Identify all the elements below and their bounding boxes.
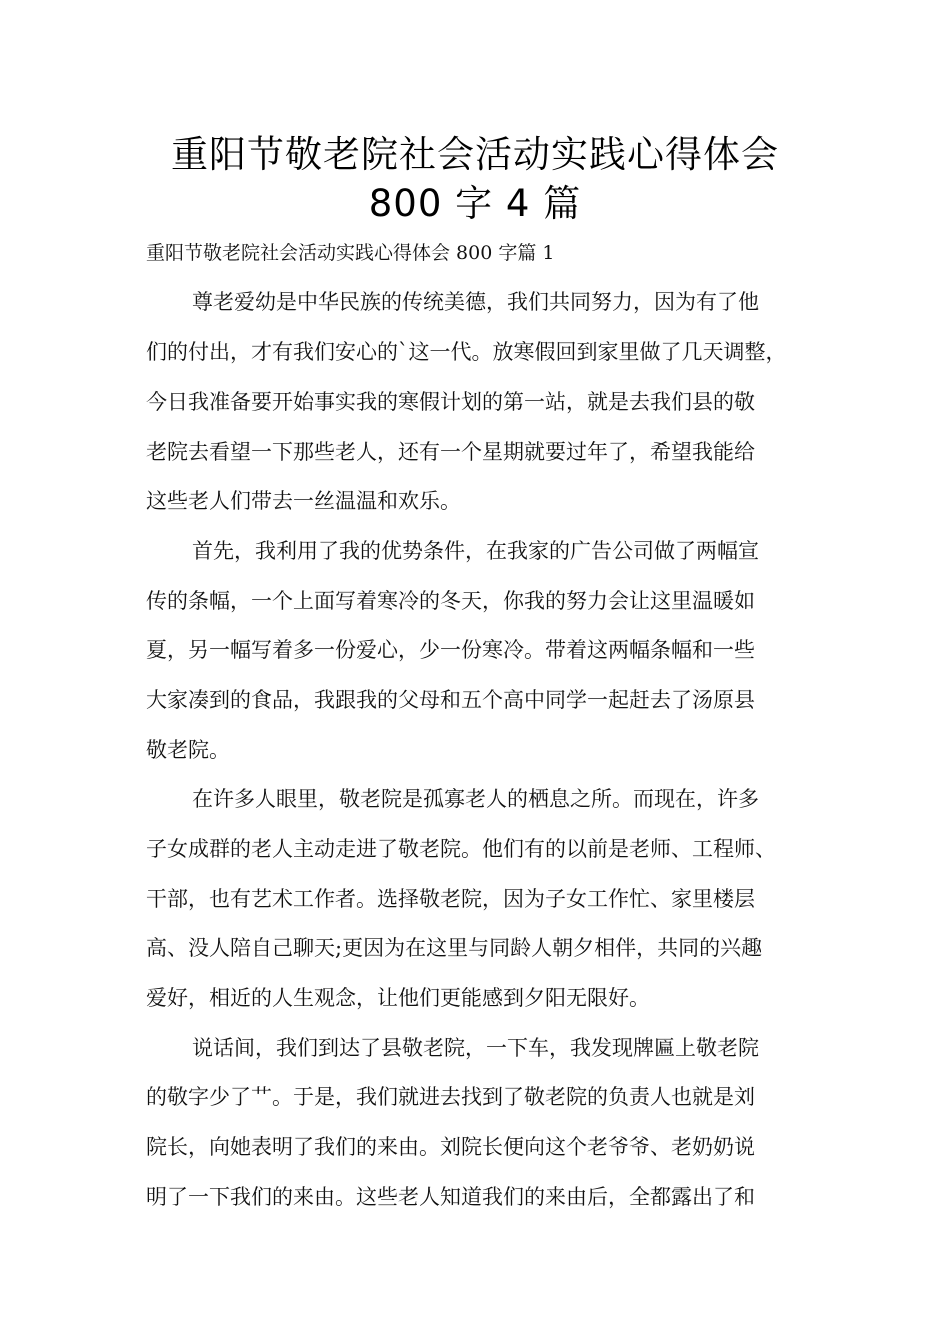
paragraph-4-line-2: 的敬字少了艹。于是，我们就进去找到了敬老院的负责人也就是刘: [146, 1085, 755, 1109]
paragraph-4-line-3: 院长，向她表明了我们的来由。刘院长便向这个老爷爷、老奶奶说: [146, 1135, 755, 1159]
paragraph-3-line-2: 子女成群的老人主动走进了敬老院。他们有的以前是老师、工程师、: [146, 837, 776, 861]
paragraph-1-line-4: 老院去看望一下那些老人，还有一个星期就要过年了，希望我能给: [146, 440, 755, 464]
paragraph-3-line-5: 爱好，相近的人生观念，让他们更能感到夕阳无限好。: [146, 986, 650, 1010]
paragraph-2-line-3: 夏，另一幅写着多一份爱心，少一份寒冷。带着这两幅条幅和一些: [146, 638, 755, 662]
paragraph-3-line-3: 干部，也有艺术工作者。选择敬老院，因为子女工作忙、家里楼层: [146, 887, 755, 911]
paragraph-2-line-5: 敬老院。: [146, 738, 230, 762]
paragraph-2-line-4: 大家凑到的食品，我跟我的父母和五个高中同学一起赶去了汤原县: [146, 688, 755, 712]
paragraph-1-line-1: 尊老爱幼是中华民族的传统美德，我们共同努力，因为有了他: [192, 290, 759, 314]
paragraph-1-line-3: 今日我准备要开始事实我的寒假计划的第一站，就是去我们县的敬: [146, 390, 755, 414]
paragraph-2-line-2: 传的条幅，一个上面写着寒冷的冬天，你我的努力会让这里温暖如: [146, 589, 755, 613]
page-title: 重阳节敬老院社会活动实践心得体会: [171, 133, 779, 176]
paragraph-2-line-1: 首先，我利用了我的优势条件，在我家的广告公司做了两幅宣: [192, 539, 759, 563]
paragraph-3-line-4: 高、没人陪自己聊天;更因为在这里与同龄人朝夕相伴，共同的兴趣: [146, 936, 763, 960]
paragraph-1-line-2: 们的付出，才有我们安心的`这一代。放寒假回到家里做了几天调整，: [146, 340, 787, 364]
paragraph-1-line-5: 这些老人们带去一丝温温和欢乐。: [146, 489, 461, 513]
paragraph-3-line-1: 在许多人眼里，敬老院是孤寡老人的栖息之所。而现在，许多: [192, 787, 759, 811]
page-title-continued: 800 字 4 篇: [368, 182, 582, 225]
paragraph-4-line-1: 说话间，我们到达了县敬老院，一下车，我发现牌匾上敬老院: [192, 1036, 759, 1060]
section-heading: 重阳节敬老院社会活动实践心得体会 800 字篇 1: [146, 242, 555, 264]
paragraph-4-line-4: 明了一下我们的来由。这些老人知道我们的来由后，全都露出了和: [146, 1185, 755, 1209]
